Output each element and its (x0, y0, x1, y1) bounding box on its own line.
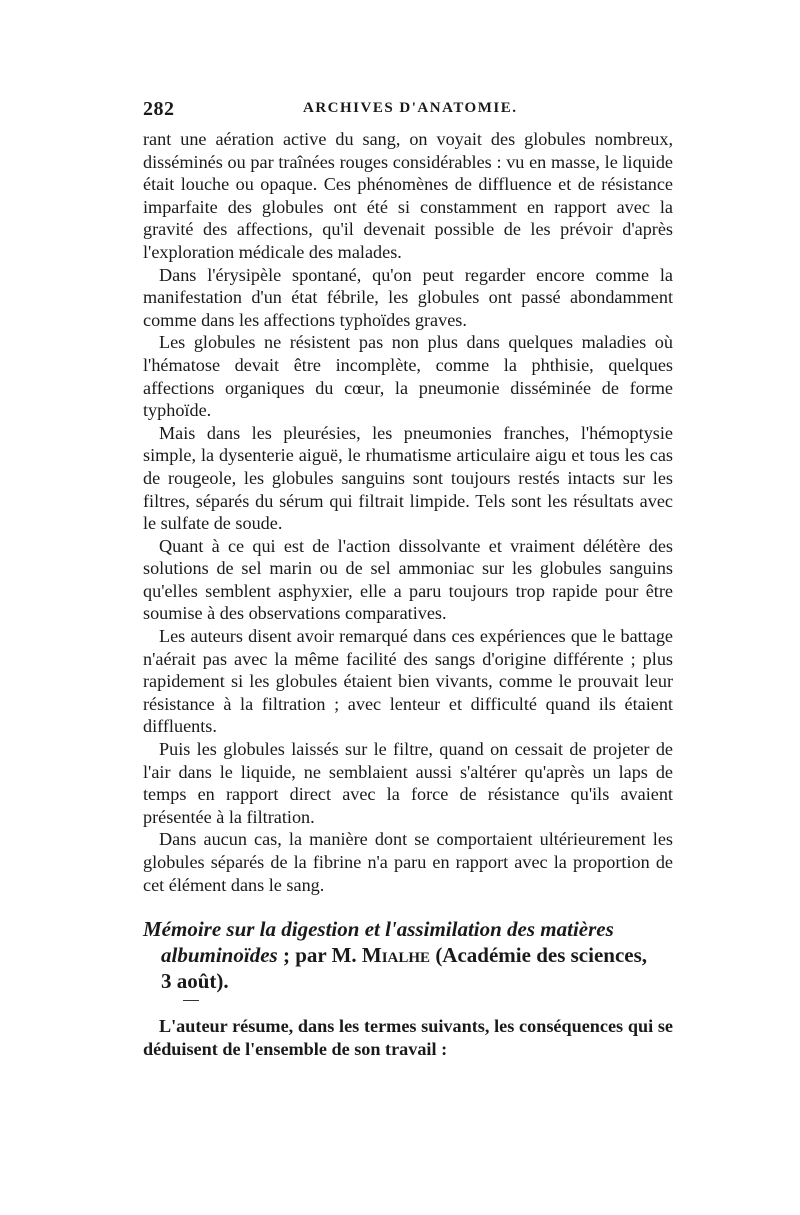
body-text (143, 128, 673, 896)
paragraph: Les globules ne résistent pas non plus dans quelques maladies où l'hématose devait être incomplète, comme la phthisie, quelques affections organiques du cœur, la pneumonie disséminée de forme typhoïde. (143, 332, 673, 421)
paragraph: rant une aération active du sang, on voyait des globules nombreux, disséminés ou par traînées rouges considérables : vu en masse, le liquide était louche ou opaque. Ces phénomènes de diffluence et de résistance imparfaite des globules ont été si constamment en rapport avec la gravité des affections, qu'il devenait possible de les prévoir d'après l'exploration médicale des malades. (143, 129, 673, 262)
paragraph: Mais dans les pleurésies, les pneumonies franches, l'hémoptysie simple, la dysenterie aiguë, le rhumatisme articulaire aigu et tous les cas de rougeole, les globules sanguins sont toujours restés intacts sur les filtres, séparés du sérum qui filtrait limpide. Tels sont les résultats avec le sulfate de soude. (143, 422, 673, 534)
book-page (143, 98, 673, 1061)
running-title: ARCHIVES D'ANATOMIE. (303, 100, 518, 116)
section-date: 3 août). (161, 969, 229, 994)
paragraph: Les auteurs disent avoir remarqué dans ces expériences que le battage n'aérait pas avec la même facilité des sangs d'origine différente ; plus rapidement si les globules étaient bien vivants, comme le prouvait leur résistance à la filtration ; avec lenteur et difficulté quand ils étaient diffluents. (143, 626, 673, 737)
page-number: 282 (143, 98, 175, 120)
running-head (143, 98, 673, 122)
paragraph: Dans l'érysipèle spontané, qu'on peut regarder encore comme la manifestation d'un état fébrile, les globules ont passé abondamment comme dans les affections typhoïdes graves. (143, 264, 673, 330)
heading-rule (183, 1000, 199, 1001)
paragraph: Puis les globules laissés sur le filtre, quand on cessait de projeter de l'air dans le liquide, ne semblaient aussi s'altérer qu'après un laps de temps en rapport direct avec la force de résistance qu'ils avaient présentée à la filtration. (143, 739, 673, 827)
paragraph: Quant à ce qui est de l'action dissolvante et vraiment délétère des solutions de sel marin ou de sel ammoniac sur les globules sanguins qu'elles semblent asphyxier, elle a paru toujours trop rapide pour être soumise à des observations comparatives. (143, 535, 673, 624)
section-heading (143, 916, 673, 994)
section-title-part: (Académie des sciences, (430, 943, 648, 968)
paragraph: Dans aucun cas, la manière dont se comportaient ultérieurement les globules séparés de la fibrine n'a paru en rapport avec la proportion de cet élément dans le sang. (143, 829, 673, 895)
section-title-part: Mémoire sur la digestion et l'assimilation des matières (143, 917, 614, 942)
section-heading-continuation (143, 942, 673, 968)
abstract-paragraph: L'auteur résume, dans les termes suivants, les conséquences qui se déduisent de l'ensemble de son travail : (143, 1016, 673, 1060)
section-author: Mialhe (361, 943, 431, 968)
section-title-part: albuminoïdes (161, 943, 278, 968)
abstract (143, 1015, 673, 1061)
section-title-part: ; par M. (277, 943, 362, 968)
